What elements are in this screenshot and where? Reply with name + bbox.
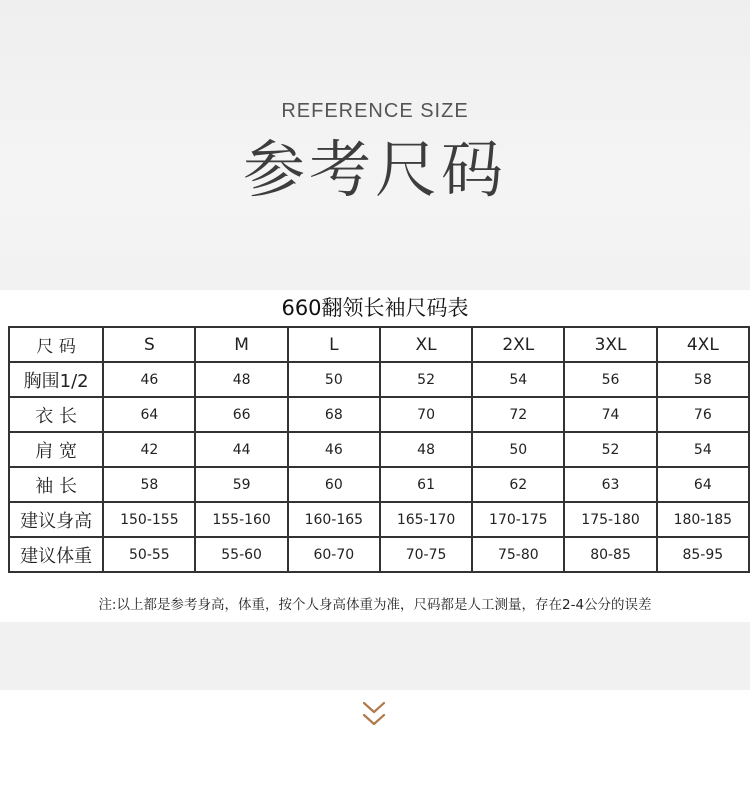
table-cell: 155-160 [195, 502, 287, 537]
size-chart [0, 290, 750, 622]
table-row [9, 537, 749, 572]
double-chevron-down-icon [361, 700, 387, 730]
table-cell: 60 [288, 467, 380, 502]
table-cell: 50 [472, 432, 564, 467]
hero-subtitle: REFERENCE SIZE [281, 100, 469, 122]
table-cell: 46 [288, 432, 380, 467]
table-cell: 42 [103, 432, 195, 467]
table-cell: 50-55 [103, 537, 195, 572]
row-label: 袖 长 [9, 467, 103, 502]
table-cell: 72 [472, 397, 564, 432]
table-cell: 60-70 [288, 537, 380, 572]
size-chart-title: 660翻领长袖尺码表 [281, 296, 469, 320]
size-header-cell: 3XL [564, 327, 656, 362]
table-row [9, 502, 749, 537]
table-cell: 170-175 [472, 502, 564, 537]
table-cell: 70-75 [380, 537, 472, 572]
size-header-cell: L [288, 327, 380, 362]
table-cell: 80-85 [564, 537, 656, 572]
table-cell: 175-180 [564, 502, 656, 537]
table-cell: 44 [195, 432, 287, 467]
table-cell: 52 [380, 362, 472, 397]
header-label-cell: 尺 码 [9, 327, 103, 362]
table-row [9, 362, 749, 397]
table-cell: 48 [195, 362, 287, 397]
row-label: 肩 宽 [9, 432, 103, 467]
table-cell: 50 [288, 362, 380, 397]
table-cell: 160-165 [288, 502, 380, 537]
size-note: 注:以上都是参考身高，体重，按个人身高体重为准，尺码都是人工测量，存在2-4公分的误差 [98, 597, 652, 613]
table-cell: 64 [103, 397, 195, 432]
table-cell: 59 [195, 467, 287, 502]
bottom-section [0, 690, 750, 787]
row-label: 建议体重 [9, 537, 103, 572]
table-cell: 165-170 [380, 502, 472, 537]
hero-title: 参考尺码 [242, 133, 507, 206]
table-cell: 58 [657, 362, 749, 397]
table-cell: 55-60 [195, 537, 287, 572]
table-cell: 180-185 [657, 502, 749, 537]
size-header-cell: 2XL [472, 327, 564, 362]
divider-band [0, 622, 750, 690]
size-table [8, 326, 750, 573]
size-header-cell: S [103, 327, 195, 362]
table-row [9, 467, 749, 502]
table-cell: 64 [657, 467, 749, 502]
table-cell: 66 [195, 397, 287, 432]
table-cell: 85-95 [657, 537, 749, 572]
table-cell: 56 [564, 362, 656, 397]
table-cell: 61 [380, 467, 472, 502]
size-header-cell: XL [380, 327, 472, 362]
table-row [9, 397, 749, 432]
table-cell: 75-80 [472, 537, 564, 572]
table-cell: 68 [288, 397, 380, 432]
table-cell: 54 [472, 362, 564, 397]
table-header-row [9, 327, 749, 362]
table-cell: 63 [564, 467, 656, 502]
table-cell: 150-155 [103, 502, 195, 537]
row-label: 胸围1/2 [9, 362, 103, 397]
table-cell: 54 [657, 432, 749, 467]
hero-banner [0, 0, 750, 290]
row-label: 衣 长 [9, 397, 103, 432]
table-cell: 74 [564, 397, 656, 432]
table-cell: 46 [103, 362, 195, 397]
table-cell: 58 [103, 467, 195, 502]
size-header-cell: 4XL [657, 327, 749, 362]
table-cell: 62 [472, 467, 564, 502]
table-cell: 70 [380, 397, 472, 432]
table-cell: 52 [564, 432, 656, 467]
row-label: 建议身高 [9, 502, 103, 537]
table-row [9, 432, 749, 467]
size-header-cell: M [195, 327, 287, 362]
table-cell: 48 [380, 432, 472, 467]
table-cell: 76 [657, 397, 749, 432]
